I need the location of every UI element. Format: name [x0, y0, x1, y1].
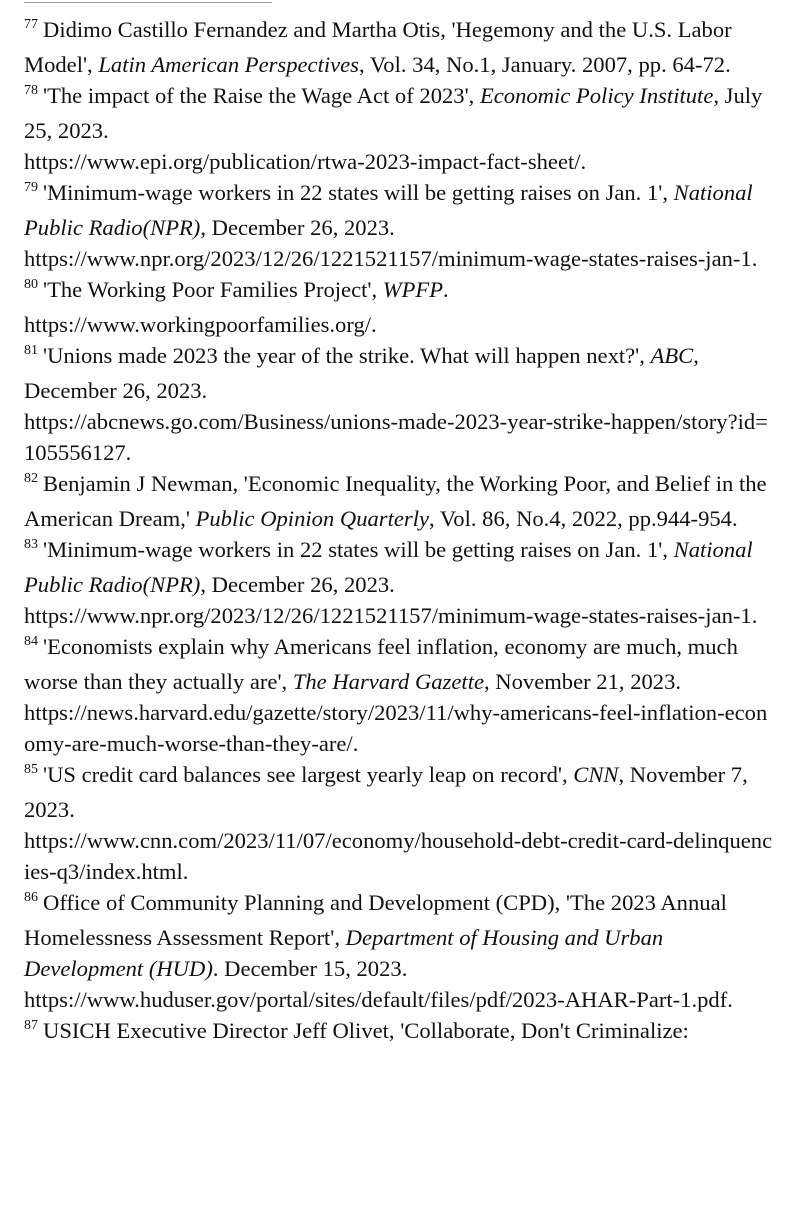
footnote-text: , July 25, 2023.: [24, 83, 763, 143]
footnote-url: https://www.workingpoorfamilies.org/.: [24, 312, 377, 337]
footnote-number: 84: [24, 634, 38, 649]
footnote-81: [24, 340, 776, 468]
footnote-source-title: The Harvard Gazette: [292, 669, 484, 694]
footnote-text: Didimo Castillo Fernandez and Martha Otis, 'Hegemony and the U.S. Labor Model',: [24, 17, 732, 77]
footnote-source-title: Department of Housing and Urban Development (HUD): [24, 925, 664, 981]
footnote-77: [24, 14, 776, 80]
footnote-text: USICH Executive Director Jeff Olivet, 'Collaborate, Don't Criminalize:: [43, 1018, 689, 1043]
footnote-text: , December 26, 2023.: [24, 343, 699, 403]
footnote-source-title: ABC: [650, 343, 694, 368]
footnote-url: https://www.cnn.com/2023/11/07/economy/household-debt-credit-card-delinquencies-q3/index.html.: [24, 828, 773, 884]
footnote-source-title: Public Opinion Quarterly: [195, 506, 430, 531]
footnote-text: 'Unions made 2023 the year of the strike. What will happen next?',: [43, 343, 651, 368]
footnote-text: . December 15, 2023.: [212, 956, 408, 981]
footnote-number: 79: [24, 180, 38, 195]
footnote-number: 87: [24, 1018, 38, 1033]
footnote-text: Office of Community Planning and Development (CPD), 'The 2023 Annual Homelessness Assessment Report',: [24, 890, 727, 950]
footnote-source-title: WPFP: [382, 277, 443, 302]
footnote-url: https://news.harvard.edu/gazette/story/2023/11/why-americans-feel-inflation-economy-are-much-worse-than-they-are/.: [24, 700, 768, 756]
footnote-80: [24, 274, 776, 340]
footnote-source-title: Economic Policy Institute: [479, 83, 714, 108]
footnote-text: 'Economists explain why Americans feel inflation, economy are much, much worse than they actually are',: [24, 634, 738, 694]
footnote-number: 85: [24, 762, 38, 777]
footnote-text: 'US credit card balances see largest yearly leap on record',: [43, 762, 574, 787]
footnote-text: 'The impact of the Raise the Wage Act of 2023',: [43, 83, 480, 108]
footnote-url: https://www.epi.org/publication/rtwa-2023-impact-fact-sheet/.: [24, 149, 587, 174]
footnote-text: , Vol. 86, No.4, 2022, pp.944-954.: [429, 506, 738, 531]
footnote-78: [24, 80, 776, 177]
footnote-84: [24, 631, 776, 759]
footnote-url: https://www.npr.org/2023/12/26/1221521157/minimum-wage-states-raises-jan-1.: [24, 603, 758, 628]
footnote-text: , Vol. 34, No.1, January. 2007, pp. 64-72.: [358, 52, 731, 77]
footnote-number: 81: [24, 343, 38, 358]
footnote-number: 80: [24, 277, 38, 292]
footnote-number: 78: [24, 83, 38, 98]
footnote-text: 'Minimum-wage workers in 22 states will be getting raises on Jan. 1',: [43, 537, 674, 562]
footnote-87: [24, 1015, 776, 1050]
footnote-text: 'Minimum-wage workers in 22 states will be getting raises on Jan. 1',: [43, 180, 674, 205]
footnote-text: , November 21, 2023.: [484, 669, 682, 694]
footnote-source-title: National Public Radio(NPR): [24, 180, 753, 240]
footnote-number: 86: [24, 890, 38, 905]
footnote-source-title: Latin American Perspectives: [98, 52, 359, 77]
footnote-separator: [24, 2, 272, 3]
footnote-83: [24, 534, 776, 631]
footnote-text: , December 26, 2023.: [200, 572, 395, 597]
footnote-85: [24, 759, 776, 887]
footnote-text: Benjamin J Newman, 'Economic Inequality, the Working Poor, and Belief in the American Dream,': [24, 471, 767, 531]
footnote-82: [24, 468, 776, 534]
footnote-text: , December 26, 2023.: [200, 215, 395, 240]
footnote-url: https://www.npr.org/2023/12/26/1221521157/minimum-wage-states-raises-jan-1.: [24, 246, 758, 271]
footnote-text: 'The Working Poor Families Project',: [43, 277, 383, 302]
footnote-79: [24, 177, 776, 274]
footnote-86: [24, 887, 776, 1015]
footnote-text: .: [443, 277, 449, 302]
footnote-source-title: CNN: [573, 762, 619, 787]
footnote-url: https://www.huduser.gov/portal/sites/default/files/pdf/2023-AHAR-Part-1.pdf.: [24, 987, 733, 1012]
footnote-source-title: National Public Radio(NPR): [24, 537, 753, 597]
footnote-url: https://abcnews.go.com/Business/unions-made-2023-year-strike-happen/story?id=105556127.: [24, 409, 768, 465]
footnote-number: 83: [24, 537, 38, 552]
footnote-number: 77: [24, 17, 38, 32]
footnote-list: [24, 14, 776, 1050]
footnote-number: 82: [24, 471, 38, 486]
footnote-text: , November 7, 2023.: [24, 762, 748, 822]
